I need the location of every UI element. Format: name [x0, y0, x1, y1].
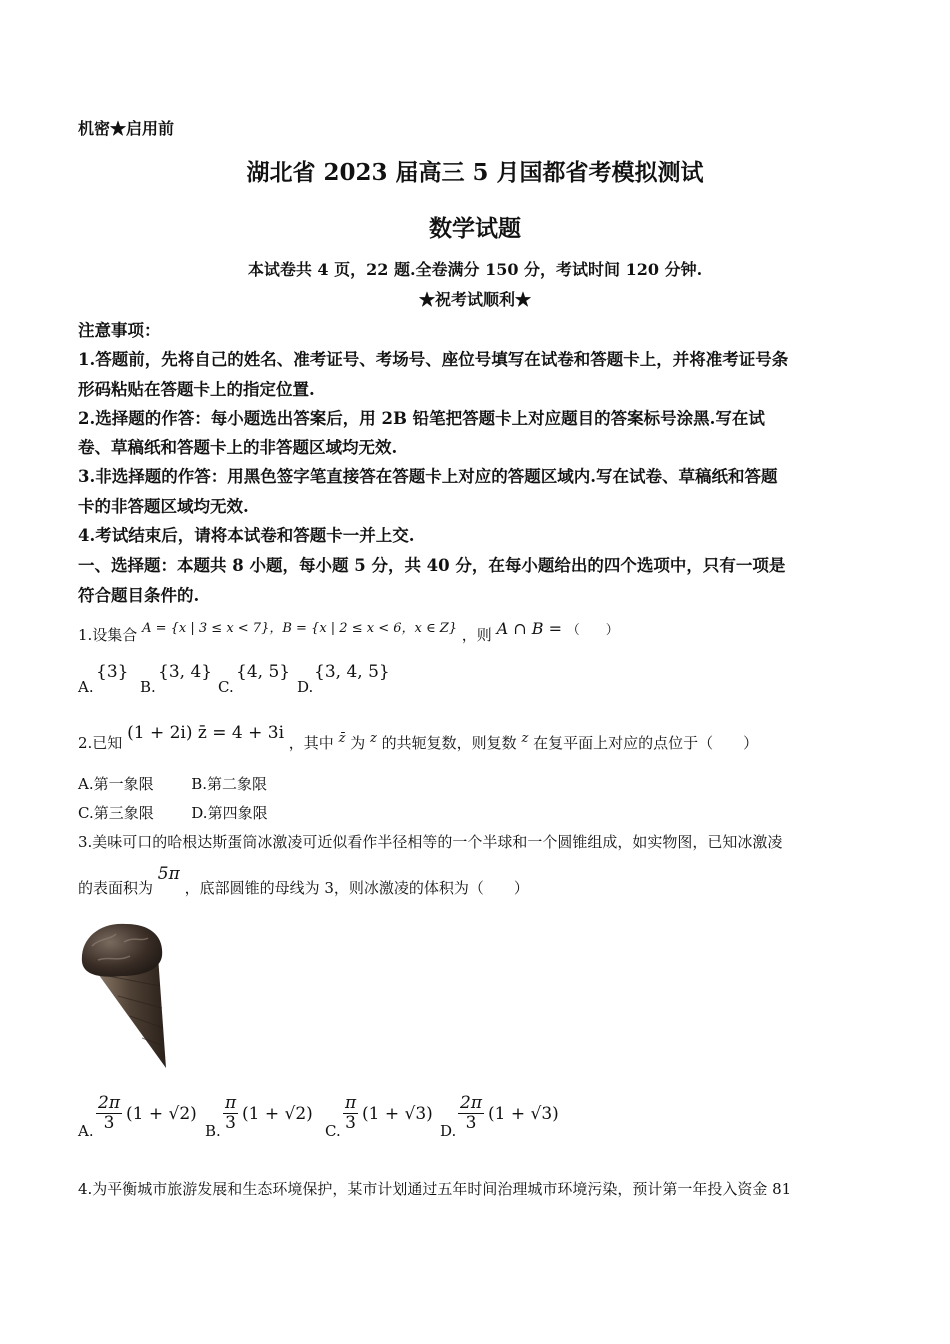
q1-answer-paren: （ ） — [566, 623, 619, 638]
q3-text-a: 的表面积为 — [78, 879, 154, 897]
q3-option-a-label: A. — [78, 1122, 94, 1140]
question-1 — [78, 619, 619, 645]
q2-equation: (1 + 2i) z̄ = 4 + 3i — [127, 723, 285, 743]
scoop-shape — [82, 924, 162, 977]
ice-cream-cone-photo — [78, 916, 178, 1076]
question-4-line-1: 4.为平衡城市旅游发展和生态环境保护，某市计划通过五年时间治理城市环境污染，预计第一年投入资金 81 — [78, 1180, 792, 1198]
q3-option-a-numerator: 2π — [98, 1093, 120, 1113]
q1-option-b-value: {3, 4} — [158, 662, 213, 682]
q3-option-a-factor: (1 + √2) — [126, 1104, 197, 1124]
q1-option-b-label: B. — [140, 678, 156, 696]
q3-option-a-fraction — [96, 1094, 122, 1132]
q2-option-a-label: A. — [78, 775, 94, 793]
q2-z-2: z — [521, 731, 529, 746]
section-heading-cont: 符合题目条件的. — [78, 586, 200, 605]
note-line: 形码粘贴在答题卡上的指定位置. — [78, 380, 315, 399]
q3-option-c-numerator: π — [345, 1093, 357, 1113]
exam-title: 湖北省 2023 届高三 5 月国都省考模拟测试 — [246, 159, 704, 186]
q2-z: z — [370, 731, 377, 746]
q2-option-c-label: C. — [78, 804, 94, 822]
q2-option-b-label: B. — [191, 775, 207, 793]
q3-option-c-label: C. — [325, 1122, 341, 1140]
q2-text-2: 为 — [350, 734, 366, 752]
q1-mid: ，则 — [461, 626, 492, 644]
note-line: 3.非选择题的作答：用黑色签字笔直接答在答题卡上对应的答题区域内.写在试卷、草稿纸和答题 — [78, 467, 778, 486]
q1-expression: A ∩ B = — [496, 619, 562, 638]
q3-option-d-numerator: 2π — [460, 1093, 482, 1113]
q3-option-b-fraction — [223, 1094, 238, 1132]
q3-options — [78, 1094, 578, 1144]
q1-option-d-label: D. — [297, 678, 314, 696]
q3-text-b: ，底部圆锥的母线为 3，则冰激凌的体积为（ ） — [184, 879, 529, 897]
q1-option-a-value: {3} — [96, 662, 129, 682]
q3-option-a-denominator: 3 — [103, 1112, 115, 1133]
q3-option-b-numerator: π — [225, 1093, 237, 1113]
note-line: 卷、草稿纸和答题卡上的非答题区域均无效. — [78, 438, 398, 457]
exam-subject: 数学试题 — [429, 215, 521, 242]
q2-text-1: ，其中 — [288, 734, 334, 752]
q3-option-b-label: B. — [205, 1122, 221, 1140]
q3-option-c-fraction — [343, 1094, 358, 1132]
question-3-line-2 — [78, 864, 529, 898]
question-3-line-1: 3.美味可口的哈根达斯蛋筒冰激凌可近似看作半径相等的一个半球和一个圆锥组成，如实物图，已知冰激凌 — [78, 833, 783, 851]
q2-options-row-2 — [78, 802, 268, 823]
q2-text-3: 的共轭复数，则复数 — [381, 734, 517, 752]
q1-set-definition: A = {x | 3 ≤ x < 7}，B = {x | 2 ≤ x < 6，x ∈ Z} — [142, 621, 458, 636]
q2-option-a-value: 第一象限 — [93, 775, 154, 793]
confidential-label: 机密★启用前 — [78, 119, 175, 138]
q2-option-c-value: 第三象限 — [93, 804, 154, 822]
q3-option-d-label: D. — [440, 1122, 457, 1140]
note-line: 4.考试结束后，请将本试卷和答题卡一并上交. — [78, 526, 415, 545]
q2-option-d-label: D. — [191, 804, 208, 822]
q3-option-c-factor: (1 + √3) — [362, 1104, 433, 1124]
q1-option-c-label: C. — [218, 678, 234, 696]
q3-option-d-denominator: 3 — [465, 1112, 477, 1133]
section-heading: 一、选择题：本题共 8 小题，每小题 5 分，共 40 分，在每小题给出的四个选项中，只有一项是 — [78, 556, 786, 575]
blessing: ★祝考试顺利★ — [418, 290, 531, 309]
q2-option-b-value: 第二象限 — [206, 775, 267, 793]
q2-option-d-value: 第四象限 — [207, 804, 268, 822]
q2-options-row-1 — [78, 773, 267, 794]
q3-option-b-factor: (1 + √2) — [242, 1104, 313, 1124]
question-2 — [78, 723, 759, 753]
q3-option-c-denominator: 3 — [345, 1112, 356, 1133]
q1-option-d-value: {3, 4, 5} — [314, 662, 390, 682]
q3-option-d-factor: (1 + √3) — [488, 1104, 559, 1124]
note-line: 卡的非答题区域均无效. — [78, 497, 249, 516]
note-line: 2.选择题的作答：每小题选出答案后，用 2B 铅笔把答题卡上对应题目的答案标号涂黑.写在试 — [78, 409, 765, 428]
q2-prefix: 2.已知 — [78, 734, 123, 752]
exam-info: 本试卷共 4 页，22 题.全卷满分 150 分，考试时间 120 分钟. — [247, 260, 703, 279]
q3-option-d-fraction — [458, 1094, 484, 1132]
q1-prefix: 1.设集合 — [78, 626, 138, 644]
q1-option-a-label: A. — [78, 678, 94, 696]
q1-option-c-value: {4, 5} — [236, 662, 291, 682]
q3-surface-area: 5π — [157, 864, 180, 884]
q2-zbar: z̄ — [338, 731, 346, 746]
q2-text-4: 在复平面上对应的点位于（ ） — [533, 734, 759, 752]
q3-option-b-denominator: 3 — [225, 1112, 236, 1133]
notes-heading: 注意事项： — [78, 321, 161, 340]
note-line: 1.答题前，先将自己的姓名、准考证号、考场号、座位号填写在试卷和答题卡上，并将准考证号条 — [78, 350, 789, 369]
